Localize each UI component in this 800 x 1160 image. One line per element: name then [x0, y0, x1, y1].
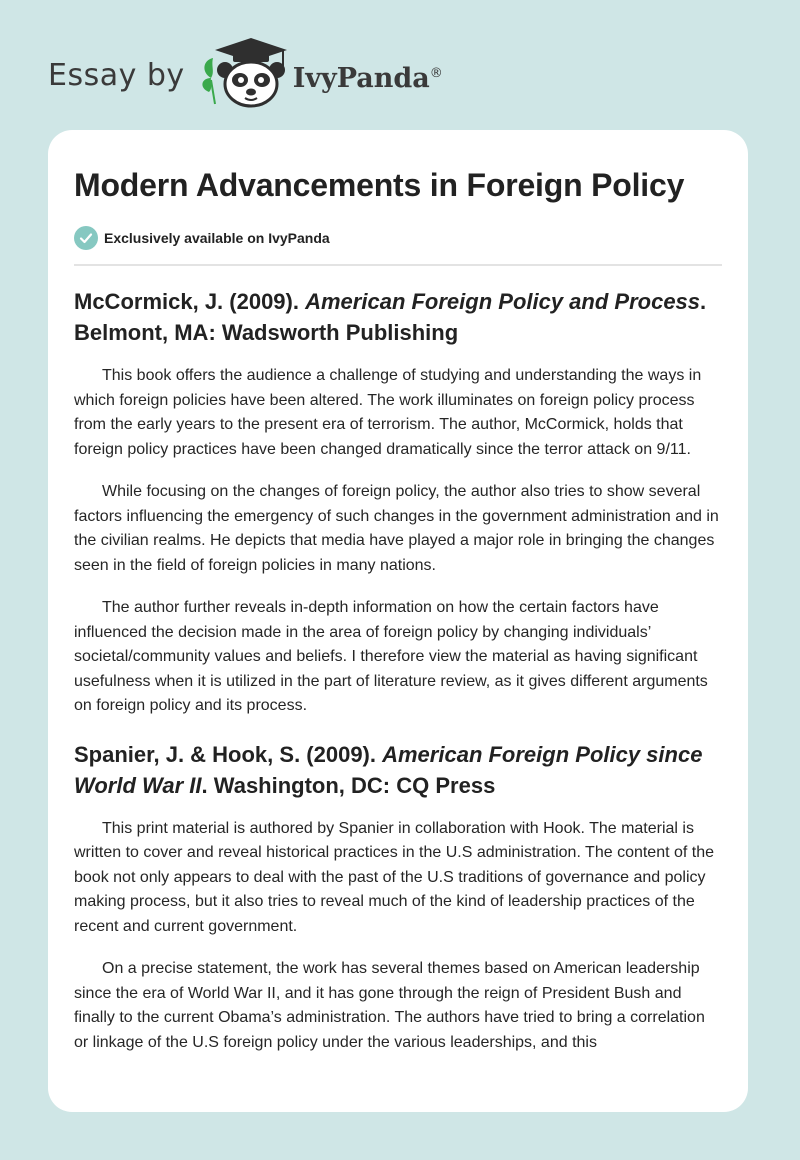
book-title: American Foreign Policy and Process	[305, 289, 701, 314]
page-title: Modern Advancements in Foreign Policy	[74, 167, 685, 203]
book-title: American Foreign Policy since World War II	[74, 741, 703, 798]
reference-heading: Spanier, J. & Hook, S. (2009). American Foreign Policy since World War II. Washington, DC: CQ Press	[74, 741, 703, 798]
site-header	[48, 34, 443, 110]
article-card	[48, 130, 748, 1112]
check-circle-icon	[74, 226, 98, 250]
reference-entry	[74, 739, 722, 1056]
reference-entry	[74, 286, 722, 719]
badge-text: Exclusively available on IvyPanda	[104, 230, 330, 246]
reference-heading: McCormick, J. (2009). American Foreign Policy and Process. Belmont, MA: Wadsworth Publishing	[74, 289, 707, 345]
paragraph: This print material is authored by Spanier in collaboration with Hook. The material is written to cover and reveal historical practices in the U.S administration. The content of the book not only appears to deal with the past of the U.S traditions of governance and policy making process, but it also tries to reveal much of the kind of leadership practices of the recent and current government.	[74, 819, 715, 935]
paragraph: While focusing on the changes of foreign policy, the author also tries to show several factors influencing the emergency of such changes in the government administration and in the civilian realms. He depicts that media have played a major role in bringing the changes seen in the field of foreign policies in many nations.	[74, 483, 719, 574]
brand-prefix: Essay by	[48, 57, 185, 93]
paragraph: The author further reveals in-depth information on how the certain factors have influenced the decision made in the area of foreign policy by changing individuals’ societal/community values and beliefs. I therefore view the material as having significant usefulness when it is utilized in the part of literature review, as it gives different arguments on foreign policy and its process.	[74, 599, 708, 714]
brand-name[interactable]: IvyPanda®	[292, 62, 443, 94]
paragraph: This book offers the audience a challenge of studying and understanding the ways in which foreign policies have been altered. The work illuminates on foreign policy process from the early years to the present era of terrorism. The author, McCormick, holds that foreign policy practices have been changed dramatically since the terror attack on 9/11.	[74, 367, 702, 458]
paragraph: On a precise statement, the work has several themes based on American leadership since the era of World War II, and it has gone through the reign of President Bush and finally to the current Obama’s administration. The authors have tried to bring a correlation or linkage of the U.S foreign policy under the various leaderships, and this	[74, 960, 705, 1051]
panda-logo-icon[interactable]	[199, 34, 291, 110]
exclusive-badge	[74, 226, 722, 250]
divider	[74, 264, 722, 266]
